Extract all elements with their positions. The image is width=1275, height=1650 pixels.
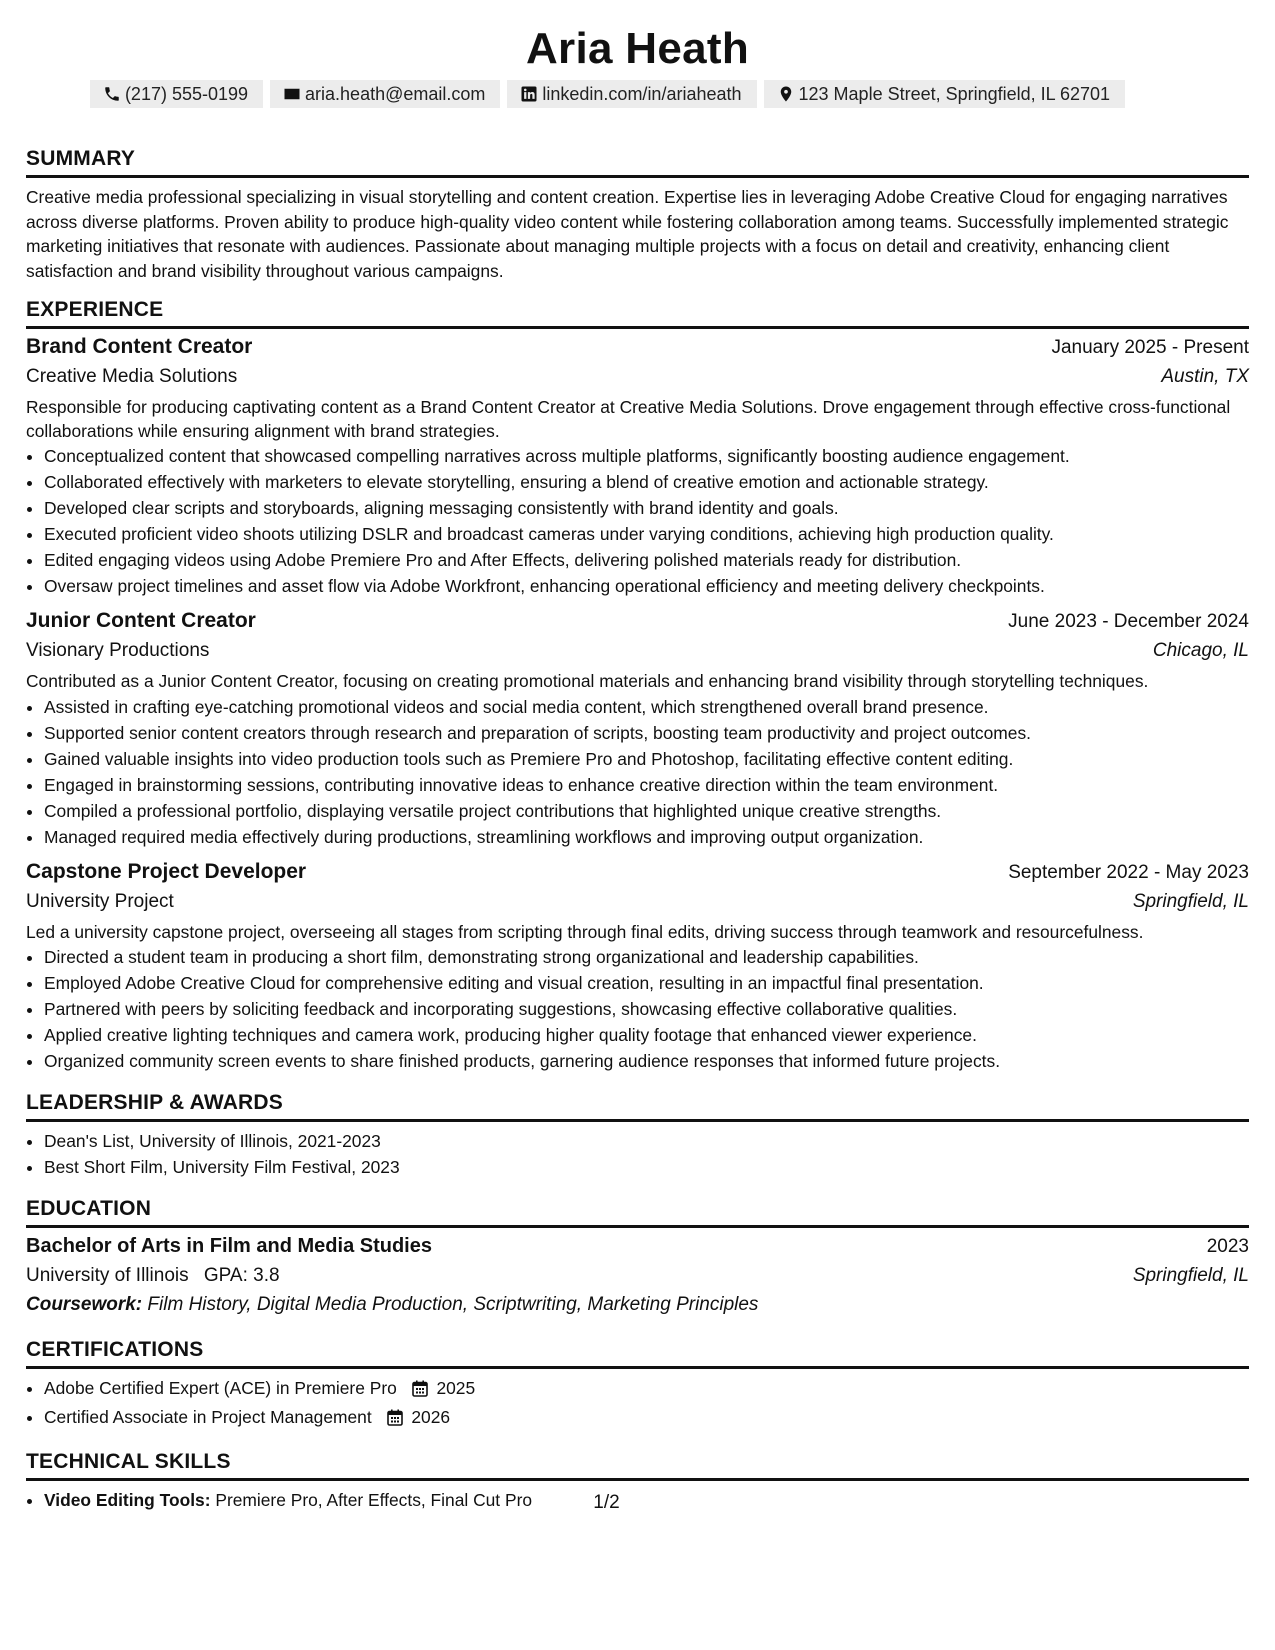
cert-year: 2025 bbox=[436, 1378, 476, 1398]
list-item: • Assisted in crafting eye-catching promotional videos and social media content, which strengthened overall brand presence. bbox=[44, 694, 1249, 720]
job-company: Creative Media Solutions bbox=[26, 366, 238, 387]
calendar-icon bbox=[387, 1407, 403, 1433]
list-item: • Oversaw project timelines and asset flow via Adobe Workfront, enhancing operational efficiency and meeting delivery checkpoints. bbox=[44, 573, 1249, 599]
list-item bbox=[44, 1375, 1249, 1404]
candidate-name: Aria Heath bbox=[525, 24, 750, 73]
contact-email[interactable] bbox=[270, 80, 500, 108]
job-location: Austin, TX bbox=[1161, 366, 1249, 387]
map-marker-icon bbox=[777, 85, 795, 103]
job-location: Chicago, IL bbox=[1152, 640, 1249, 661]
degree: Bachelor of Arts in Film and Media Studies bbox=[26, 1235, 432, 1257]
job-location: Springfield, IL bbox=[1132, 890, 1249, 912]
job-description: Contributed as a Junior Content Creator, focusing on creating promotional materials and enhancing brand visibility through storytelling techniques. bbox=[26, 671, 1149, 691]
list-item: • Engaged in brainstorming sessions, contributing innovative ideas to enhance creative direction within the team environment. bbox=[44, 772, 1249, 798]
list-item: • Applied creative lighting techniques and camera work, producing higher quality footage that enhanced viewer experience. bbox=[44, 1022, 1249, 1048]
list-item: • Managed required media effectively during productions, streamlining workflows and improving output organization. bbox=[44, 824, 1249, 850]
section-title: TECHNICAL SKILLS bbox=[26, 1449, 1249, 1481]
section-title: LEADERSHIP & AWARDS bbox=[26, 1090, 1249, 1122]
list-item: • Edited engaging videos using Adobe Premiere Pro and After Effects, delivering polished materials ready for distribution. bbox=[44, 547, 1249, 573]
summary-text: Creative media professional specializing in visual storytelling and content creation. Expertise lies in leveraging Adobe Creative Cloud for engaging narratives across diverse platforms. Proven ability to produce high-quality video content while fostering collaboration among teams. Successfully implemented strategic marketing initiatives that resonate with audiences. Passionate about managing multiple projects with a focus on detail and creativity, enhancing client satisfaction and brand visibility throughout various campaigns. bbox=[26, 187, 1229, 281]
graduation-year: 2023 bbox=[1206, 1236, 1249, 1257]
list-item: • Directed a student team in producing a short film, demonstrating strong organizational and leadership capabilities. bbox=[44, 944, 1249, 970]
linkedin-icon bbox=[520, 85, 538, 103]
job-entry bbox=[26, 607, 1249, 850]
contact-linkedin[interactable] bbox=[507, 80, 756, 108]
cert-name: Adobe Certified Expert (ACE) in Premiere Pro bbox=[44, 1378, 397, 1398]
list-item: • Collaborated effectively with marketers to elevate storytelling, ensuring a blend of creative emotion and actionable strategy. bbox=[44, 469, 1249, 495]
education-section bbox=[26, 1196, 1249, 1319]
coursework bbox=[26, 1291, 1249, 1319]
job-title: Brand Content Creator bbox=[26, 335, 253, 358]
job-date: June 2023 - December 2024 bbox=[1008, 611, 1249, 632]
job-entry bbox=[26, 333, 1249, 599]
list-item: • Supported senior content creators through research and preparation of scripts, boosting team productivity and project outcomes. bbox=[44, 720, 1249, 746]
page-number: 1/2 bbox=[593, 1492, 620, 1513]
awards-section bbox=[26, 1090, 1249, 1180]
contact-bar bbox=[0, 80, 1249, 108]
phone-text: (217) 555-0199 bbox=[124, 83, 249, 104]
list-item: • Executed proficient video shoots utilizing DSLR and broadcast cameras under varying conditions, achieving high production quality. bbox=[44, 521, 1249, 547]
skill-label: Video Editing Tools: bbox=[44, 1490, 211, 1510]
job-title: Junior Content Creator bbox=[26, 609, 256, 632]
list-item: • Developed clear scripts and storyboards, aligning messaging consistently with brand identity and goals. bbox=[44, 495, 1249, 521]
job-bullets bbox=[26, 443, 1249, 599]
awards-list bbox=[26, 1128, 1249, 1180]
job-date: January 2025 - Present bbox=[1051, 337, 1249, 358]
cert-year: 2026 bbox=[411, 1407, 451, 1427]
coursework-list: Film History, Digital Media Production, Scriptwriting, Marketing Principles bbox=[147, 1294, 759, 1315]
contact-address bbox=[764, 80, 1126, 108]
cert-name: Certified Associate in Project Management bbox=[44, 1407, 372, 1427]
list-item: • Dean's List, University of Illinois, 2021-2023 bbox=[44, 1128, 1249, 1154]
coursework-label: Coursework: bbox=[26, 1294, 143, 1315]
list-item: • Conceptualized content that showcased compelling narratives across multiple platforms, significantly boosting audience engagement. bbox=[44, 443, 1249, 469]
section-title: SUMMARY bbox=[26, 146, 1249, 178]
job-entry bbox=[26, 858, 1249, 1075]
section-title: CERTIFICATIONS bbox=[26, 1337, 1249, 1369]
list-item bbox=[44, 1404, 1249, 1433]
address-text: 123 Maple Street, Springfield, IL 62701 bbox=[798, 83, 1111, 104]
phone-icon bbox=[103, 85, 121, 103]
envelope-icon bbox=[283, 85, 301, 103]
job-description: Led a university capstone project, overseeing all stages from scripting through final edits, driving success through teamwork and resourcefulness. bbox=[26, 921, 1144, 942]
job-company: University Project bbox=[26, 890, 174, 912]
school-name: University of Illinois bbox=[26, 1265, 189, 1286]
experience-section bbox=[26, 297, 1249, 1074]
job-date: September 2022 - May 2023 bbox=[1008, 861, 1249, 883]
list-item: • Compiled a professional portfolio, displaying versatile project contributions that highlighted unique creative strengths. bbox=[44, 798, 1249, 824]
certifications-list bbox=[26, 1375, 1249, 1433]
job-title: Capstone Project Developer bbox=[26, 859, 307, 883]
contact-phone[interactable] bbox=[90, 80, 263, 108]
calendar-icon bbox=[412, 1378, 428, 1404]
summary-section bbox=[26, 146, 1249, 283]
certifications-section bbox=[26, 1337, 1249, 1433]
email-text: aria.heath@email.com bbox=[305, 83, 486, 104]
job-bullets bbox=[26, 944, 1249, 1074]
section-title: EDUCATION bbox=[26, 1196, 1249, 1228]
list-item: • Organized community screen events to share finished products, garnering audience responses that informed future projects. bbox=[44, 1048, 1249, 1074]
list-item: • Partnered with peers by soliciting feedback and incorporating suggestions, showcasing effective collaborative qualities. bbox=[44, 996, 1249, 1022]
list-item: • Best Short Film, University Film Festival, 2023 bbox=[44, 1154, 1249, 1180]
job-company: Visionary Productions bbox=[26, 640, 210, 661]
gpa: GPA: 3.8 bbox=[203, 1265, 280, 1286]
linkedin-text: linkedin.com/in/ariaheath bbox=[542, 83, 742, 104]
school-location: Springfield, IL bbox=[1132, 1265, 1249, 1286]
skill-value: Premiere Pro, After Effects, Final Cut Pro bbox=[215, 1490, 533, 1510]
list-item: • Employed Adobe Creative Cloud for comprehensive editing and visual creation, resulting in an impactful final presentation. bbox=[44, 970, 1249, 996]
job-bullets bbox=[26, 694, 1249, 850]
section-title: EXPERIENCE bbox=[26, 297, 1249, 329]
list-item: • Gained valuable insights into video production tools such as Premiere Pro and Photoshop, facilitating effective content editing. bbox=[44, 746, 1249, 772]
job-description: Responsible for producing captivating content as a Brand Content Creator at Creative Media Solutions. Drove engagement through effective cross-functional collaborations while ensuring alignment with brand strategies. bbox=[26, 397, 1231, 441]
